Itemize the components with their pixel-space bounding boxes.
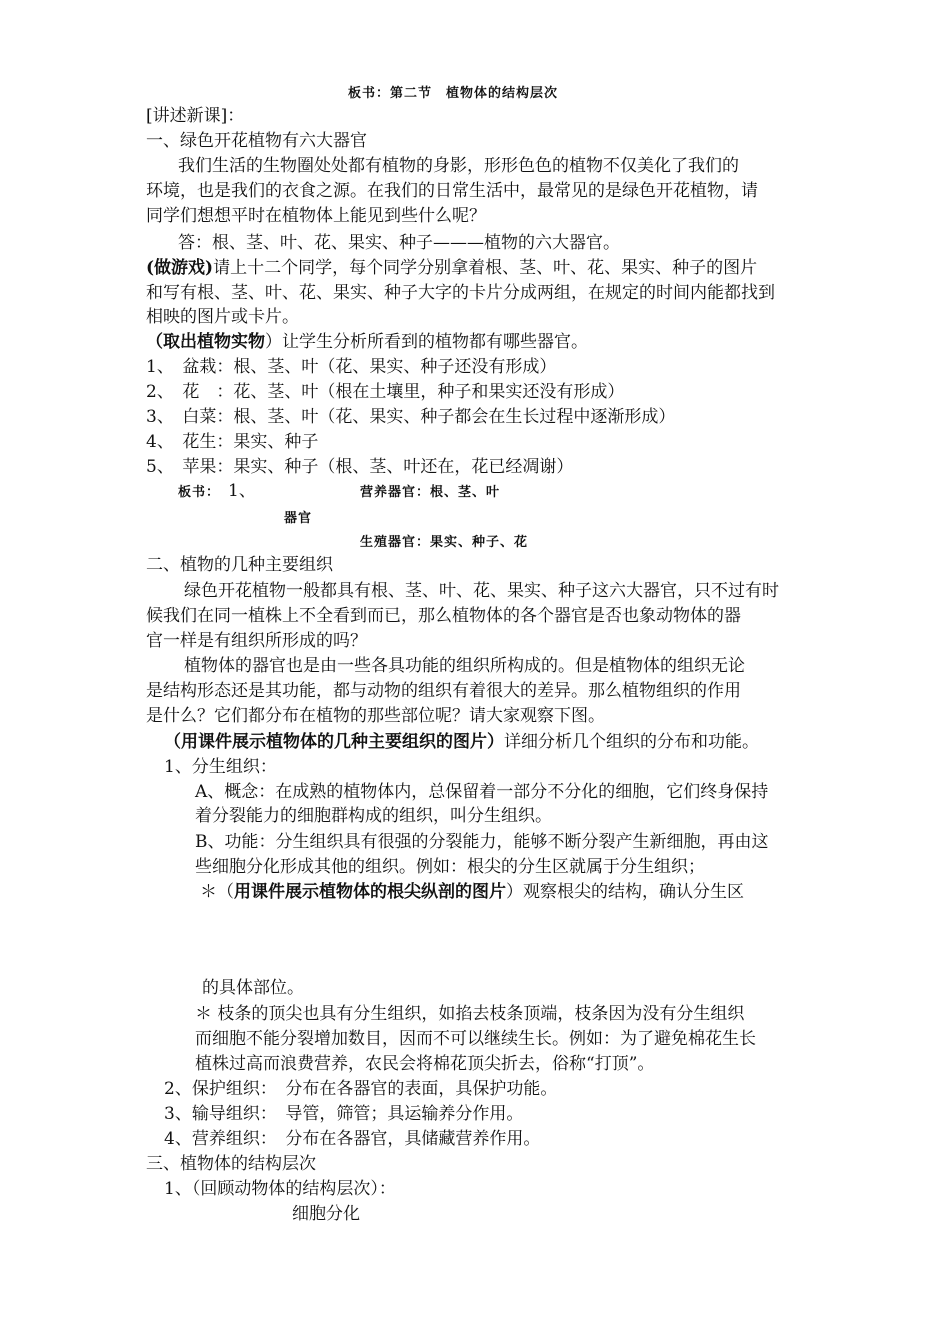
plant-list-item: 4、 花生：果实、种子 xyxy=(146,432,319,452)
real-plant-text: ）让学生分析所看到的植物都有哪些器官。 xyxy=(265,332,588,352)
real-plant-label: （取出植物实物 xyxy=(146,332,265,352)
shoot-tip-line: 植株过高而浪费营养，农民会将棉花顶尖折去，俗称“打顶”。 xyxy=(195,1054,655,1074)
section-1-heading: 一、绿色开花植物有六大器官 xyxy=(146,131,367,151)
game-line xyxy=(146,258,757,278)
board-num: 1、 xyxy=(228,481,256,501)
section-1-para-line: 我们生活的生物圈处处都有植物的身影，形形色色的植物不仅美化了我们的 xyxy=(178,156,739,176)
courseware-line xyxy=(164,732,759,752)
courseware-text: 详细分析几个组织的分布和功能。 xyxy=(504,732,759,752)
shoot-tip-line: 而细胞不能分裂增加数目，因而不可以继续生长。例如：为了避免棉花生长 xyxy=(195,1029,756,1049)
meristem-concept-line: A、概念：在成熟的植物体内，总保留着一部分不分化的细胞，它们终身保持 xyxy=(195,782,769,802)
protective-tissue: 2、保护组织： 分布在各器官的表面，具保护功能。 xyxy=(164,1079,558,1099)
nutritive-tissue: 4、营养组织： 分布在各器官，具储藏营养作用。 xyxy=(164,1129,541,1149)
section-1-para-line: 同学们想想平时在植物体上能见到些什么呢？ xyxy=(146,206,486,226)
plant-list-item: 2、 花 ：花、茎、叶（根在土壤里，种子和果实还没有形成） xyxy=(146,382,625,402)
section-3-item: 1、（回顾动物体的结构层次）： xyxy=(164,1179,396,1199)
board-reproductive-organs: 生殖器官：果实、种子、花 xyxy=(360,535,529,550)
game-line: 相映的图片或卡片。 xyxy=(146,307,299,327)
plant-list-item: 5、 苹果：果实、种子（根、茎、叶还在，花已经凋谢） xyxy=(146,457,574,477)
plant-list-item: 3、 白菜：根、茎、叶（花、果实、种子都会在生长过程中逐渐形成） xyxy=(146,407,676,427)
game-text: 请上十二个同学，每个同学分别拿着根、茎、叶、花、果实、种子的图片 xyxy=(213,258,758,278)
section-1-para-line: 环境，也是我们的衣食之源。在我们的日常生活中，最常见的是绿色开花植物，请 xyxy=(146,181,758,201)
section-3-heading: 三、植物体的结构层次 xyxy=(146,1154,316,1174)
root-tip-continuation: 的具体部位。 xyxy=(202,978,304,998)
shoot-tip-line: ＊ 枝条的顶尖也具有分生组织，如掐去枝条顶端，枝条因为没有分生组织 xyxy=(195,1004,745,1024)
root-tip-prefix: ＊（ xyxy=(200,882,234,902)
section-2-para-line: 是什么？它们都分布在植物的那些部位呢？请大家观察下图。 xyxy=(146,706,605,726)
real-plant-line xyxy=(146,332,588,352)
board-label: 板书： xyxy=(178,485,221,500)
game-label: (做游戏) xyxy=(146,258,214,278)
conductive-tissue: 3、输导组织： 导管，筛管；具运输养分作用。 xyxy=(164,1104,524,1124)
root-tip-suffix: ）观察根尖的结构，确认分生区 xyxy=(506,882,744,902)
courseware-bold: （用课件展示植物体的几种主要组织的图片） xyxy=(164,732,504,752)
section-2-para-line: 是结构形态还是其功能，都与动物的组织有着很大的差异。那么植物组织的作用 xyxy=(146,681,741,701)
root-tip-bold: 用课件展示植物体的根尖纵剖的图片 xyxy=(234,882,506,902)
section-2-para-line: 官一样是有组织所形成的吗？ xyxy=(146,631,367,651)
board-vegetative-organs: 营养器官：根、茎、叶 xyxy=(360,485,501,500)
section-2-para-line: 植物体的器官也是由一些各具功能的组织所构成的。但是植物体的组织无论 xyxy=(184,656,745,676)
section-1-answer: 答：根、茎、叶、花、果实、种子———植物的六大器官。 xyxy=(178,233,620,253)
plant-list-item: 1、 盆栽：根、茎、叶（花、果实、种子还没有形成） xyxy=(146,357,557,377)
meristem-heading: 1、分生组织： xyxy=(164,757,277,777)
root-tip-note xyxy=(200,882,744,902)
meristem-function-line: 些细胞分化形成其他的组织。例如：根尖的分生区就属于分生组织； xyxy=(195,857,705,877)
board-title: 板书：第二节 植物体的结构层次 xyxy=(348,86,559,101)
lecture-label: [讲述新课]： xyxy=(146,106,245,126)
section-2-heading: 二、植物的几种主要组织 xyxy=(146,555,333,575)
meristem-function-line: B、功能：分生组织具有很强的分裂能力，能够不断分裂产生新细胞，再由这 xyxy=(195,832,769,852)
board-organ: 器官 xyxy=(284,511,313,526)
cell-differentiation-label: 细胞分化 xyxy=(292,1204,360,1224)
section-2-para-line: 绿色开花植物一般都具有根、茎、叶、花、果实、种子这六大器官，只不过有时 xyxy=(184,581,779,601)
game-line: 和写有根、茎、叶、花、果实、种子大字的卡片分成两组，在规定的时间内能都找到 xyxy=(146,283,775,303)
section-2-para-line: 候我们在同一植株上不全看到而已，那么植物体的各个器官是否也象动物体的器 xyxy=(146,606,741,626)
meristem-concept-line: 着分裂能力的细胞群构成的组织，叫分生组织。 xyxy=(195,806,552,826)
